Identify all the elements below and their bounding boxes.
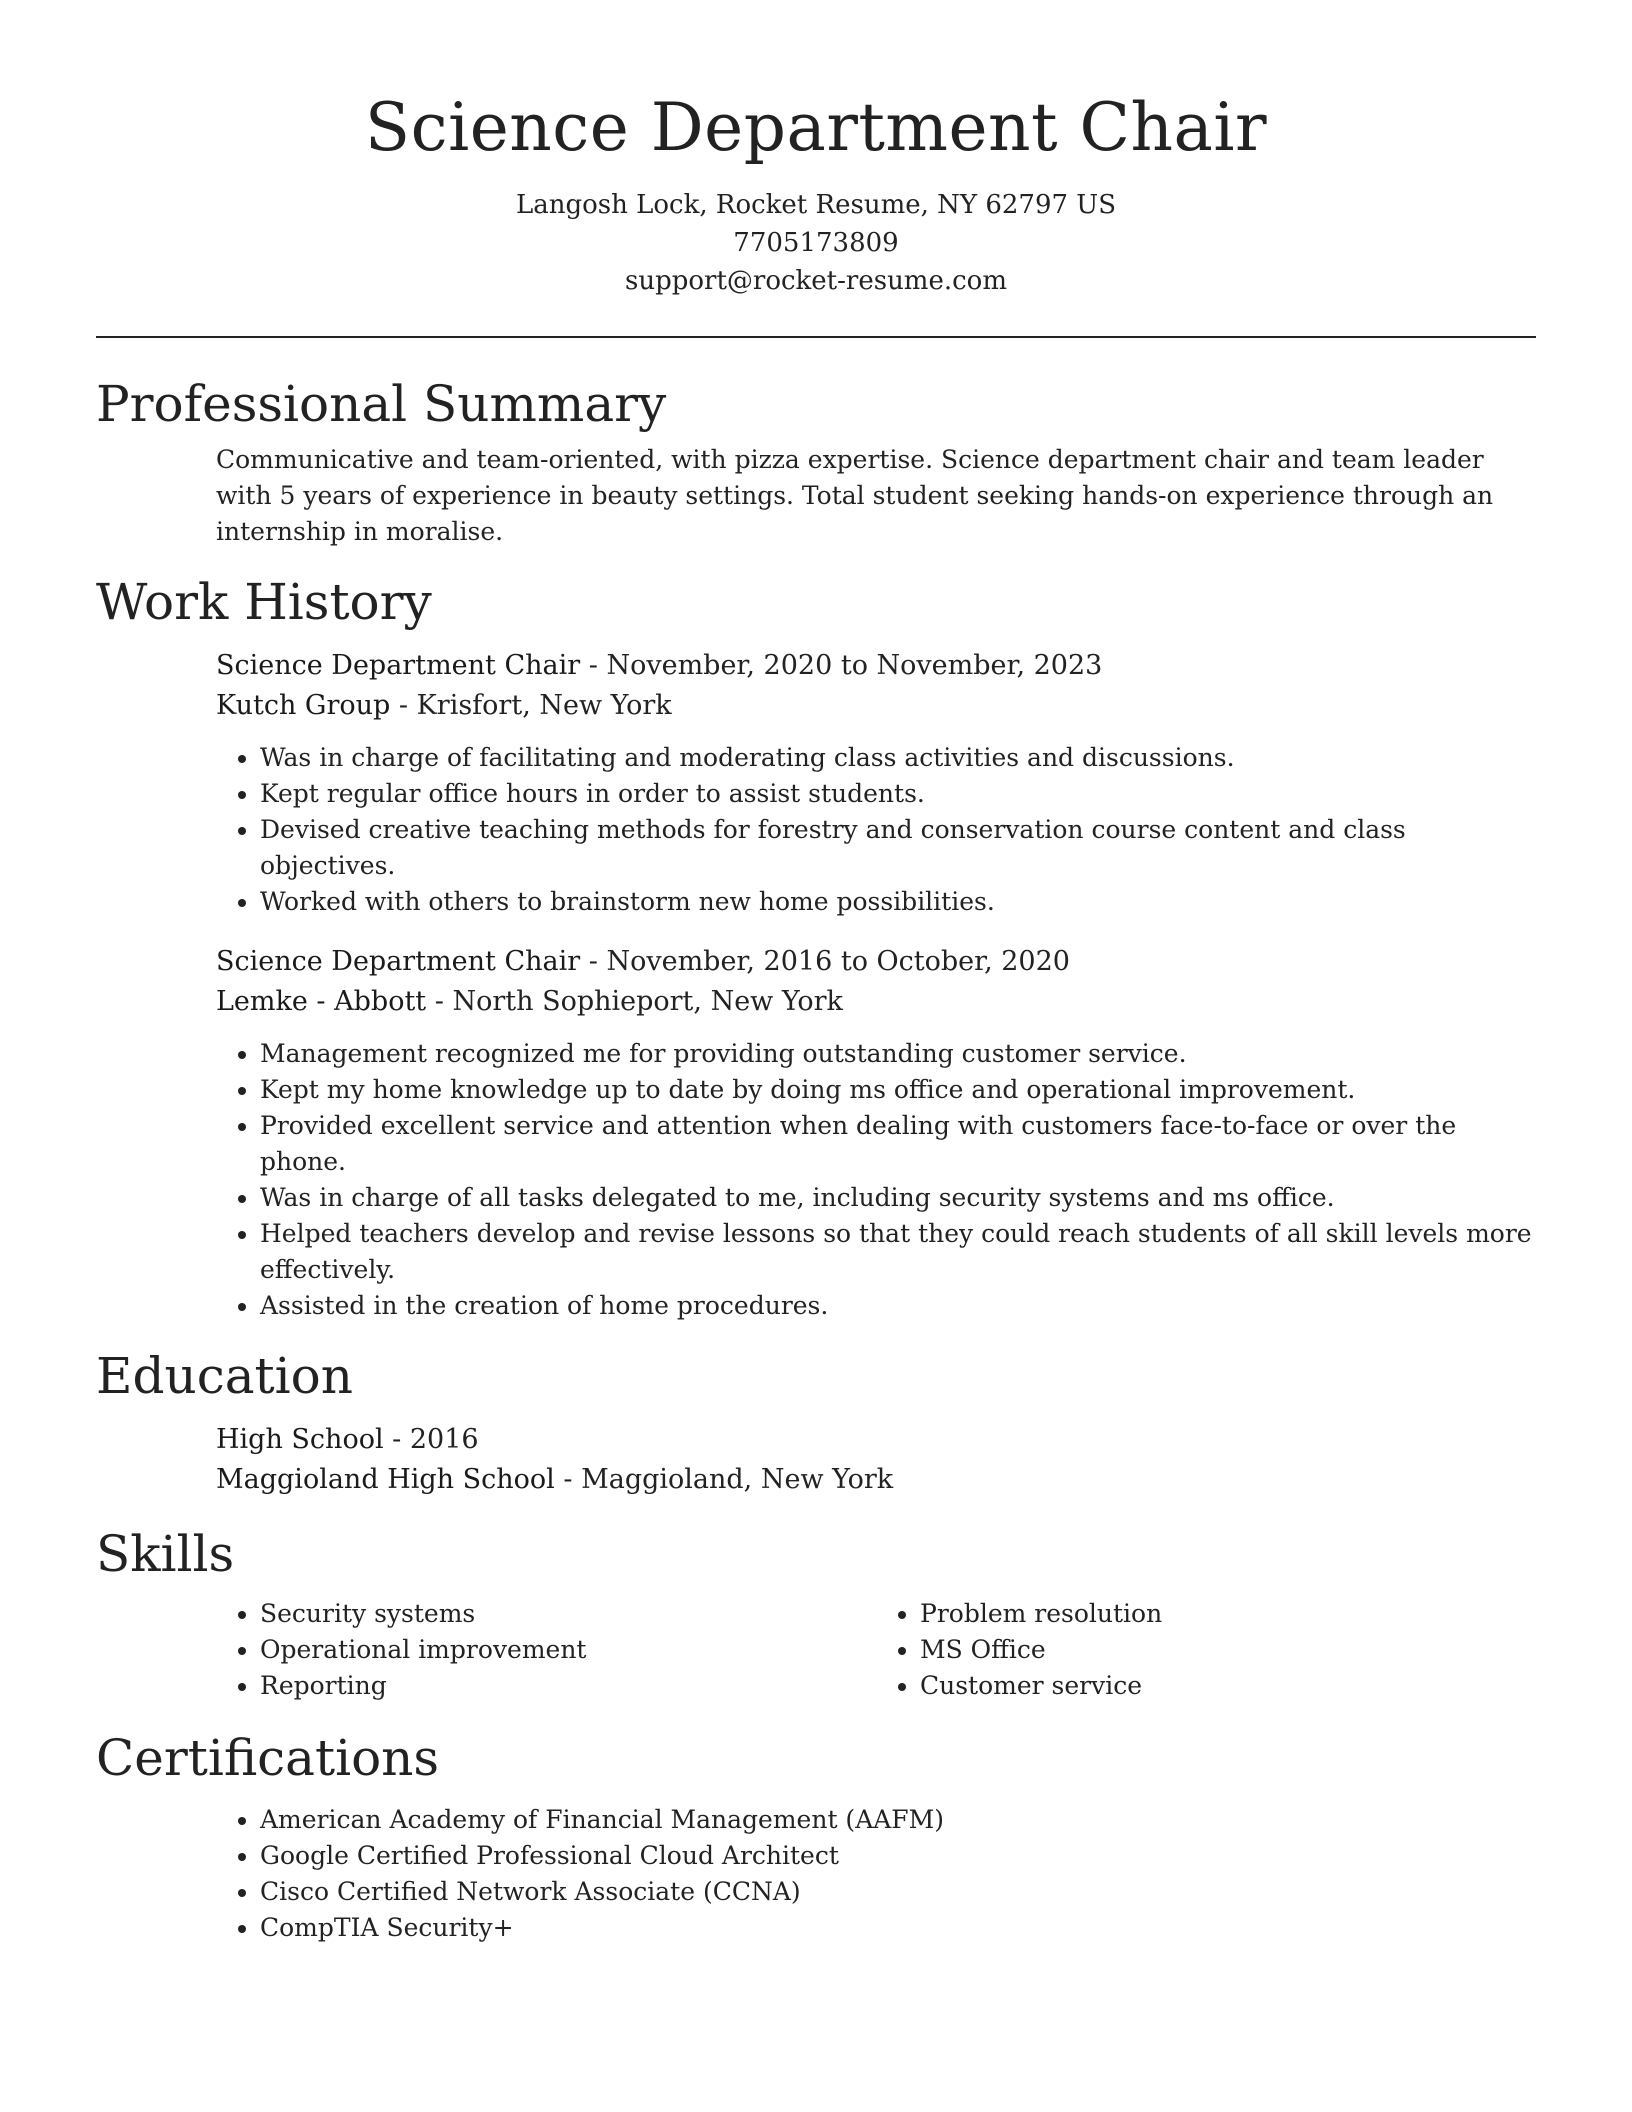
skill-item: • Reporting — [260, 1668, 876, 1704]
section-title-summary: Professional Summary — [96, 375, 667, 433]
resume-header — [96, 0, 1536, 300]
certification-item: • American Academy of Financial Management (AAFM) — [260, 1802, 1536, 1838]
skill-item: • Customer service — [920, 1668, 1536, 1704]
certification-item: • Cisco Certified Network Associate (CCNA) — [260, 1874, 1536, 1910]
summary-section — [96, 442, 1536, 550]
skills-section — [96, 1596, 1536, 1704]
job-location: - Krisfort, New York — [390, 690, 672, 721]
skill-item: • Operational improvement — [260, 1632, 876, 1668]
contact-phone: 7705173809 — [733, 228, 899, 258]
job-role: Science Department Chair — [216, 650, 581, 681]
certifications-section — [96, 1802, 1536, 1946]
job-dates: - November, 2020 to November, 2023 — [580, 650, 1103, 681]
job-title-line — [216, 942, 1536, 982]
job-bullet: • Worked with others to brainstorm new home possibilities. — [260, 884, 1536, 920]
skills-column-right — [876, 1596, 1536, 1704]
section-title-work-history: Work History — [96, 573, 432, 631]
job-dates: - November, 2016 to October, 2020 — [580, 946, 1070, 977]
certification-list — [216, 1802, 1536, 1946]
job-bullets — [216, 740, 1536, 920]
education-degree: High School — [216, 1424, 384, 1455]
job-company: Lemke - Abbott — [216, 986, 427, 1017]
candidate-name: Science Department Chair — [364, 89, 1268, 166]
job-bullet: • Helped teachers develop and revise lessons so that they could reach students of all skill levels more effectively. — [260, 1216, 1536, 1288]
education-section — [96, 1420, 1536, 1500]
job-bullets — [216, 1036, 1536, 1324]
job-bullet: • Was in charge of all tasks delegated to me, including security systems and ms office. — [260, 1180, 1536, 1216]
section-title-education: Education — [96, 1347, 353, 1405]
job-location: - North Sophieport, New York — [426, 986, 843, 1017]
work-history-section — [96, 646, 1536, 1324]
job-bullet: • Kept regular office hours in order to assist students. — [260, 776, 1536, 812]
education-location: - Maggioland, New York — [554, 1464, 894, 1495]
job-title-line — [216, 646, 1536, 686]
job-company: Kutch Group — [216, 690, 391, 721]
education-school-line — [216, 1460, 1536, 1500]
job-bullet: • Kept my home knowledge up to date by doing ms office and operational improvement. — [260, 1072, 1536, 1108]
skills-grid — [216, 1596, 1536, 1704]
contact-block — [96, 186, 1536, 300]
header-divider — [96, 336, 1536, 338]
job-company-line — [216, 686, 1536, 726]
job-role: Science Department Chair — [216, 946, 581, 977]
education-school: Maggioland High School — [216, 1464, 555, 1495]
skill-item: • MS Office — [920, 1632, 1536, 1668]
job-bullet: • Devised creative teaching methods for forestry and conservation course content and class objectives. — [260, 812, 1536, 884]
skill-item: • Security systems — [260, 1596, 876, 1632]
contact-email: support@rocket-resume.com — [624, 266, 1007, 296]
certification-item: • Google Certified Professional Cloud Architect — [260, 1838, 1536, 1874]
job-entry — [216, 646, 1536, 920]
section-title-certifications: Certifications — [96, 1729, 440, 1787]
skill-item: • Problem resolution — [920, 1596, 1536, 1632]
skills-column-left — [216, 1596, 876, 1704]
job-company-line — [216, 982, 1536, 1022]
job-bullet: • Assisted in the creation of home procedures. — [260, 1288, 1536, 1324]
section-title-skills: Skills — [96, 1525, 235, 1583]
education-degree-line — [216, 1420, 1536, 1460]
job-bullet: • Was in charge of facilitating and moderating class activities and discussions. — [260, 740, 1536, 776]
certification-item: • CompTIA Security+ — [260, 1910, 1536, 1946]
contact-address: Langosh Lock, Rocket Resume, NY 62797 US — [515, 190, 1117, 220]
summary-text: Communicative and team-oriented, with pizza expertise. Science department chair and team leader with 5 years of experience in beauty settings. Total student seeking hands-on experience through an internship in moralise. — [216, 445, 1494, 546]
job-bullet: • Provided excellent service and attention when dealing with customers face-to-face or over the phone. — [260, 1108, 1536, 1180]
job-bullet: • Management recognized me for providing outstanding customer service. — [260, 1036, 1536, 1072]
education-year: - 2016 — [383, 1424, 479, 1455]
job-entry — [216, 942, 1536, 1324]
